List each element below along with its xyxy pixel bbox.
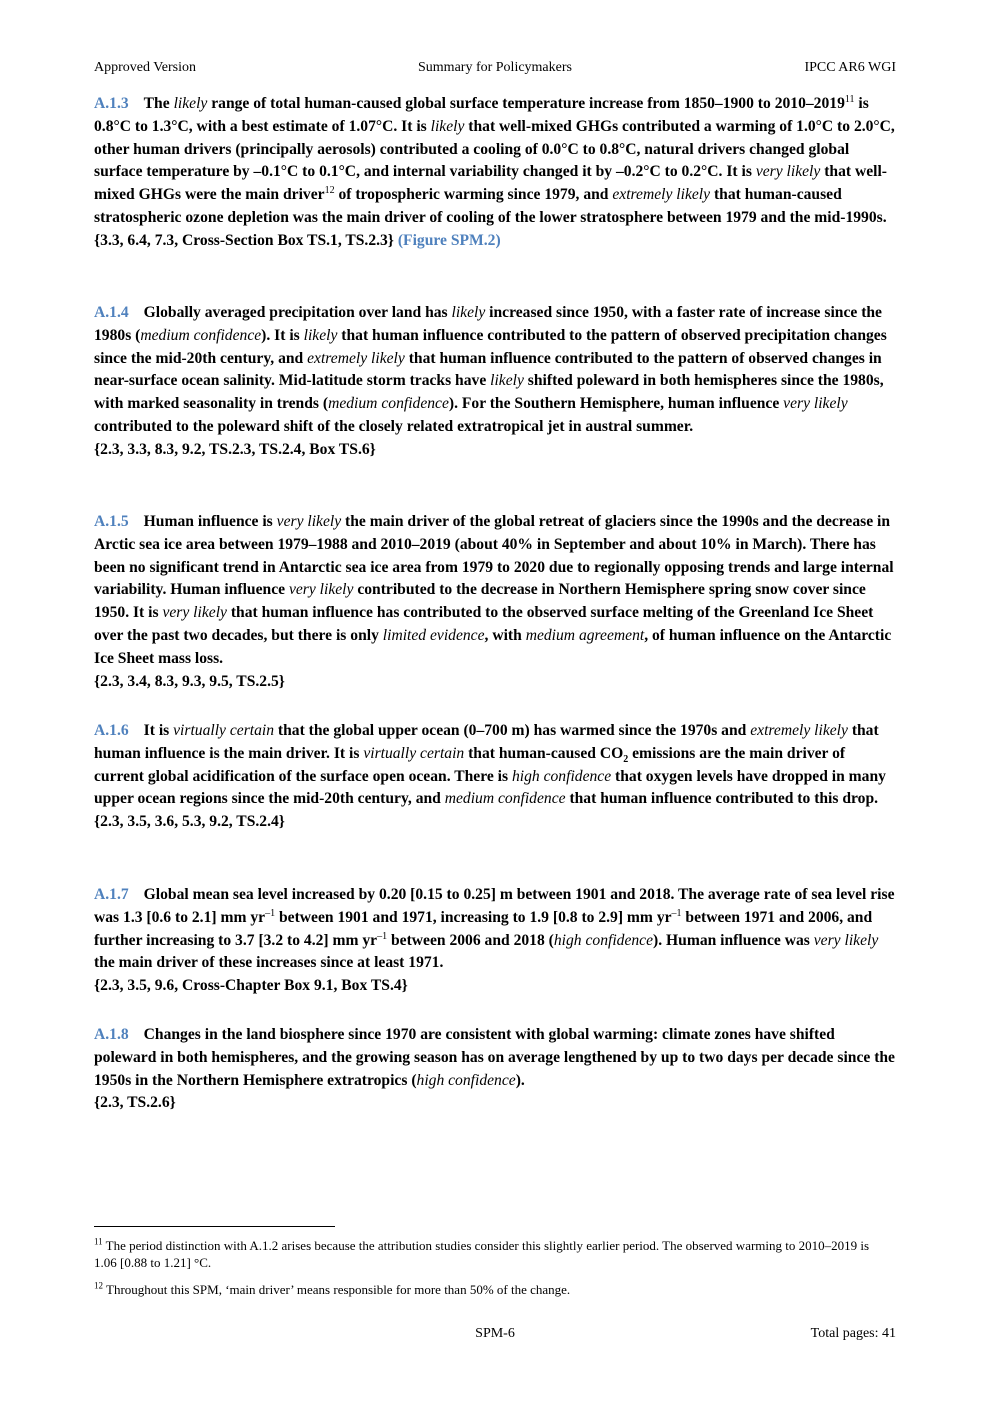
text: that human influence contributed to the pattern of observed changes in near-surface ocean salinity. Mid-latitude storm tracks have	[94, 349, 882, 390]
text: ).	[515, 1071, 525, 1089]
text: between 2006 and 2018 (	[387, 931, 554, 949]
text: It is	[143, 722, 174, 739]
text: between 1901 and 1971, increasing to 1.9 [0.8 to 2.9] mm yr	[275, 908, 672, 926]
text: that human influence is the main driver. It is	[94, 722, 879, 762]
text: that oxygen levels have dropped in many upper ocean regions since the mid-20th century, and	[94, 767, 886, 808]
confidence-term: very likely	[162, 604, 227, 622]
page-number: SPM-6	[475, 1326, 515, 1341]
footnote-12	[94, 1281, 894, 1298]
text: the main driver of these increases since at least 1971.	[94, 954, 444, 972]
confidence-term: likely	[303, 326, 338, 344]
header-section-title: Summary for Policymakers	[418, 60, 572, 75]
text: The	[143, 95, 174, 112]
text: ). Human influence was	[653, 931, 814, 949]
text: shifted poleward in both hemispheres since the 1980s, with marked seasonality in trends (	[94, 372, 884, 413]
footnote-ref[interactable]: 11	[844, 93, 855, 105]
footnote-11	[94, 1237, 894, 1271]
reference-list: {2.3, TS.2.6}	[94, 1094, 176, 1112]
confidence-term: medium confidence	[444, 790, 566, 808]
text: emissions are the main driver of current global acidification of the surface open ocean. There is	[94, 744, 846, 785]
paragraph-a18	[94, 1024, 897, 1115]
text: that human-caused stratospheric ozone depletion was the main driver of cooling of the lower stratosphere between 1979 and the mid-1990s.	[94, 186, 887, 226]
text: Changes in the land biosphere since 1970 are consistent with global warming: climate zones have shifted poleward in both hemispheres, and the growing season has on average lengthened by up to two days per decade since the 1950s in the Northern Hemisphere extratropics (	[94, 1026, 895, 1089]
text: between 1971 and 2006, and further increasing to 3.7 [3.2 to 4.2] mm yr	[94, 908, 873, 949]
text: that human influence contributed to the pattern of observed precipitation changes since the mid-20th century, and	[94, 326, 887, 367]
confidence-term: likely	[430, 117, 465, 135]
text: ). It is	[261, 326, 304, 344]
confidence-term: very likely	[276, 513, 342, 530]
confidence-term: very likely	[288, 581, 354, 599]
confidence-term: extremely likely	[750, 722, 848, 739]
confidence-term: high confidence	[553, 931, 654, 949]
text: that well-mixed GHGs contributed a warming of 1.0°C to 2.0°C, other human drivers (principally aerosols) contributed a cooling of 0.0°C to 0.8°C, natural drivers changed global surface temperature by –0.1°C to 0.1°C, and internal variability changed it by –0.2°C to 0.2°C. It is	[94, 117, 895, 181]
paragraph-id: A.1.3	[94, 95, 129, 112]
header-report: IPCC AR6 WGI	[804, 60, 896, 75]
reference-list: {2.3, 3.5, 9.6, Cross-Chapter Box 9.1, Box TS.4}	[94, 977, 408, 995]
text: contributed to the poleward shift of the closely related extratropical jet in austral summer.	[94, 417, 694, 435]
text: ). For the Southern Hemisphere, human influence	[448, 395, 784, 413]
paragraph-id: A.1.5	[94, 513, 129, 530]
confidence-term: virtually certain	[173, 722, 275, 739]
confidence-term: very likely	[813, 931, 879, 949]
header-version: Approved Version	[94, 60, 197, 75]
paragraph-a16	[94, 720, 897, 834]
superscript: –1	[265, 907, 276, 919]
paragraph-id: A.1.4	[94, 304, 129, 321]
reference-list: {2.3, 3.4, 8.3, 9.3, 9.5, TS.2.5}	[94, 672, 285, 690]
confidence-term: very likely	[755, 163, 821, 181]
subscript: 2	[623, 753, 629, 765]
text: that the global upper ocean (0–700 m) has warmed since the 1970s and	[274, 722, 751, 739]
confidence-term: extremely likely	[307, 349, 405, 367]
text: that human influence has contributed to the observed surface melting of the Greenland Ice Sheet over the past two decades, but there is only	[94, 604, 874, 644]
page-footer	[94, 1326, 896, 1346]
text: that well-mixed GHGs were the main driver	[94, 163, 888, 204]
text: Global mean sea level increased by 0.20 [0.15 to 0.25] m between 1901 and 2018. The average rate of sea level rise was 1.3 [0.6 to 2.1] mm yr	[94, 886, 895, 926]
text: , of human influence on the Antarctic Ice Sheet mass loss.	[94, 626, 892, 667]
text: of tropospheric warming since 1979, and	[334, 186, 613, 204]
paragraph-a17	[94, 884, 897, 998]
superscript: –1	[671, 907, 682, 919]
superscript: –1	[377, 930, 388, 942]
footnote-number: 11	[94, 1236, 103, 1247]
confidence-term: extremely likely	[612, 186, 711, 204]
confidence-term: likely	[490, 372, 524, 390]
footnote-divider	[94, 1226, 335, 1227]
confidence-term: medium agreement	[525, 626, 645, 644]
text: the main driver of the global retreat of glaciers since the 1990s and the decrease in Arctic sea ice area between 1979–1988 and 2010–2019 (about 40% in September and about 10% in March). There has been no significant trend in Antarctic sea ice area from 1979 to 2020 due to regionally opposing trends and large internal variability. Human influence	[94, 513, 894, 599]
text: that human influence contributed to this drop.	[565, 790, 879, 808]
paragraph-a15	[94, 511, 897, 693]
page-header	[94, 60, 896, 80]
text: Human influence is	[143, 513, 277, 530]
paragraph-id: A.1.6	[94, 722, 129, 739]
confidence-term: medium confidence	[140, 326, 262, 344]
confidence-term: limited evidence	[382, 626, 485, 644]
footnote-text: Throughout this SPM, ‘main driver’ means responsible for more than 50% of the change.	[103, 1282, 571, 1297]
paragraph-a14	[94, 302, 897, 462]
confidence-term: very likely	[783, 395, 848, 413]
reference-list: {2.3, 3.3, 8.3, 9.2, TS.2.3, TS.2.4, Box TS.6}	[94, 440, 376, 458]
confidence-term: medium confidence	[328, 395, 449, 413]
reference-text: {3.3, 6.4, 7.3, Cross-Section Box TS.1, TS.2.3}	[94, 231, 398, 249]
reference-list	[94, 230, 897, 253]
confidence-term: high confidence	[511, 767, 612, 785]
footnote-number: 12	[94, 1280, 103, 1291]
text: increased since 1950, with a faster rate of increase since the 1980s (	[94, 304, 882, 344]
confidence-term: likely	[451, 304, 486, 321]
paragraph-id: A.1.8	[94, 1026, 129, 1043]
footnote-ref[interactable]: 12	[324, 185, 335, 196]
text: range of total human-caused global surface temperature increase from 1850–1900 to 2010–2019	[207, 95, 845, 112]
confidence-term: likely	[173, 95, 208, 112]
text: , with	[484, 626, 526, 644]
confidence-term: virtually certain	[363, 744, 465, 762]
figure-link[interactable]: (Figure SPM.2)	[397, 231, 501, 249]
total-pages: Total pages: 41	[810, 1326, 896, 1341]
paragraph-id: A.1.7	[94, 886, 129, 903]
footnote-text: The period distinction with A.1.2 arises because the attribution studies consider this slightly earlier period. The observed warming to 2010–2019 is 1.06 [0.88 to 1.21] °C.	[94, 1238, 870, 1270]
text: contributed to the decrease in Northern Hemisphere spring snow cover since 1950. It is	[94, 581, 866, 622]
text: Globally averaged precipitation over land has	[143, 304, 452, 321]
paragraph-a13	[94, 93, 897, 253]
confidence-term: high confidence	[416, 1071, 516, 1089]
text: that human-caused CO	[464, 744, 624, 762]
text: is 0.8°C to 1.3°C, with a best estimate of 1.07°C. It is	[94, 95, 869, 135]
reference-list: {2.3, 3.5, 3.6, 5.3, 9.2, TS.2.4}	[94, 813, 285, 831]
